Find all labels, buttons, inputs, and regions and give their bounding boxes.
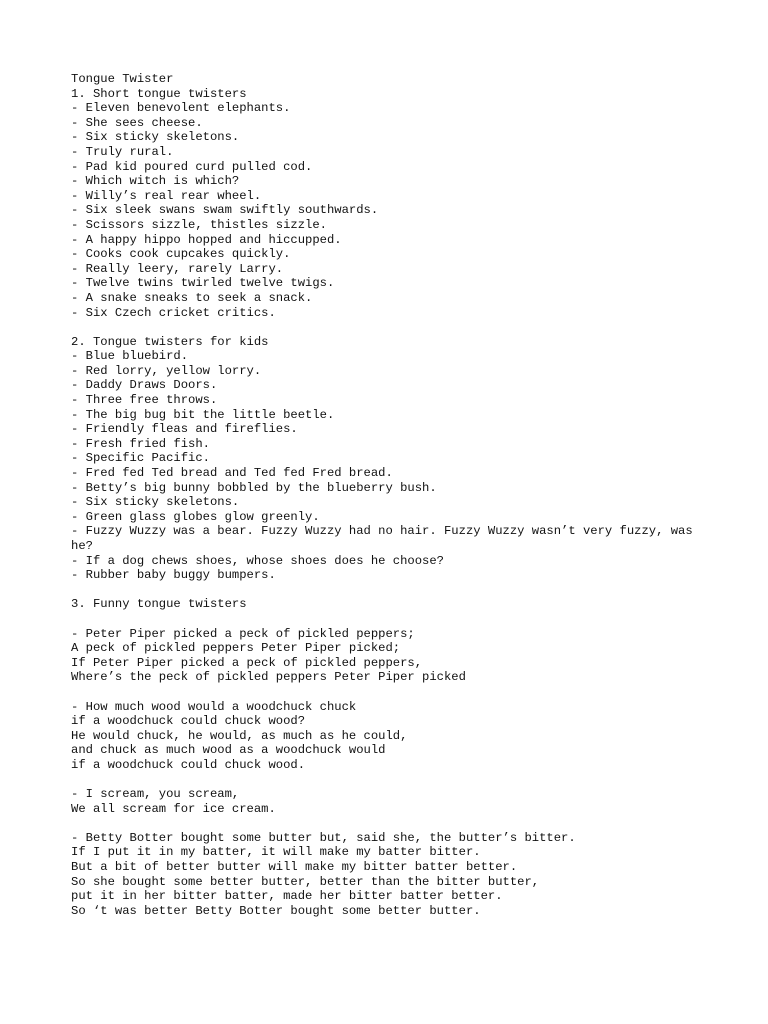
list-item: - Pad kid poured curd pulled cod. <box>71 159 313 174</box>
paragraph-gap <box>71 816 711 831</box>
list-item: - Red lorry, yellow lorry. <box>71 363 262 378</box>
list-item: - Which witch is which? <box>71 174 240 189</box>
paragraph-gap <box>71 320 711 335</box>
verse-line: - How much wood would a woodchuck chuck <box>71 699 357 714</box>
verse-peter-piper <box>71 627 711 685</box>
list-item: - Six sleek swans swam swiftly southwards. <box>71 203 379 218</box>
list-item: - Betty’s big bunny bobbled by the blueberry bush. <box>71 480 437 495</box>
verse-line: We all scream for ice cream. <box>71 801 276 816</box>
section-list-short <box>71 101 711 320</box>
list-item: - Twelve twins twirled twelve twigs. <box>71 276 335 291</box>
verse-line: if a woodchuck could chuck wood. <box>71 757 306 772</box>
verse-line: So ‘t was better Betty Botter bought some better butter. <box>71 903 481 918</box>
list-item: - A snake sneaks to seek a snack. <box>71 290 313 305</box>
paragraph-gap <box>71 773 711 788</box>
document-page <box>71 72 711 918</box>
section-list-kids <box>71 349 711 583</box>
list-item: - Specific Pacific. <box>71 451 210 466</box>
verse-woodchuck <box>71 700 711 773</box>
verse-line: If Peter Piper picked a peck of pickled peppers, <box>71 655 423 670</box>
list-item: - Three free throws. <box>71 393 218 408</box>
verse-line: If I put it in my batter, it will make my batter bitter. <box>71 845 481 860</box>
verse-line: He would chuck, he would, as much as he could, <box>71 728 408 743</box>
section-heading-short: 1. Short tongue twisters <box>71 86 247 101</box>
verse-line: - Peter Piper picked a peck of pickled peppers; <box>71 626 415 641</box>
list-item: - Cooks cook cupcakes quickly. <box>71 247 291 262</box>
verse-line: But a bit of better butter will make my bitter batter better. <box>71 860 518 875</box>
document-title: Tongue Twister <box>71 72 174 86</box>
verse-line: and chuck as much wood as a woodchuck would <box>71 743 386 758</box>
verse-line: A peck of pickled peppers Peter Piper picked; <box>71 641 401 656</box>
verse-line: So she bought some better butter, better than the bitter butter, <box>71 874 540 889</box>
list-item: - Really leery, rarely Larry. <box>71 261 284 276</box>
list-item: - A happy hippo hopped and hiccupped. <box>71 232 342 247</box>
section-heading-funny: 3. Funny tongue twisters <box>71 597 247 612</box>
list-item: - Friendly fleas and fireflies. <box>71 422 298 437</box>
paragraph-gap <box>71 685 711 700</box>
verse-ice-cream <box>71 787 711 816</box>
list-item: - Six sticky skeletons. <box>71 495 240 510</box>
paragraph-gap <box>71 583 711 598</box>
list-item: - She sees cheese. <box>71 115 203 130</box>
verse-line: if a woodchuck could chuck wood? <box>71 714 306 729</box>
list-item: - Willy’s real rear wheel. <box>71 188 262 203</box>
list-item: - If a dog chews shoes, whose shoes does he choose? <box>71 553 444 568</box>
list-item: - Fresh fried fish. <box>71 436 210 451</box>
list-item: - Blue bluebird. <box>71 349 189 364</box>
verse-line: - Betty Botter bought some butter but, said she, the butter’s bitter. <box>71 830 576 845</box>
list-item: - Truly rural. <box>71 144 174 159</box>
verse-betty-botter <box>71 831 711 919</box>
list-item: - Scissors sizzle, thistles sizzle. <box>71 217 327 232</box>
section-heading-kids: 2. Tongue twisters for kids <box>71 334 269 349</box>
verse-line: - I scream, you scream, <box>71 787 240 802</box>
list-item: - Eleven benevolent elephants. <box>71 101 291 116</box>
list-item: - Green glass globes glow greenly. <box>71 509 320 524</box>
list-item: - Six sticky skeletons. <box>71 130 240 145</box>
verse-line: Where’s the peck of pickled peppers Peter Piper picked <box>71 670 466 685</box>
verse-line: put it in her bitter batter, made her bitter batter better. <box>71 889 503 904</box>
list-item: - Rubber baby buggy bumpers. <box>71 568 276 583</box>
list-item: - Daddy Draws Doors. <box>71 378 218 393</box>
paragraph-gap <box>71 612 711 627</box>
list-item: - Fuzzy Wuzzy was a bear. Fuzzy Wuzzy had no hair. Fuzzy Wuzzy wasn’t very fuzzy, was he? <box>71 524 700 553</box>
list-item: - Six Czech cricket critics. <box>71 305 276 320</box>
list-item: - Fred fed Ted bread and Ted fed Fred bread. <box>71 466 393 481</box>
list-item: - The big bug bit the little beetle. <box>71 407 335 422</box>
